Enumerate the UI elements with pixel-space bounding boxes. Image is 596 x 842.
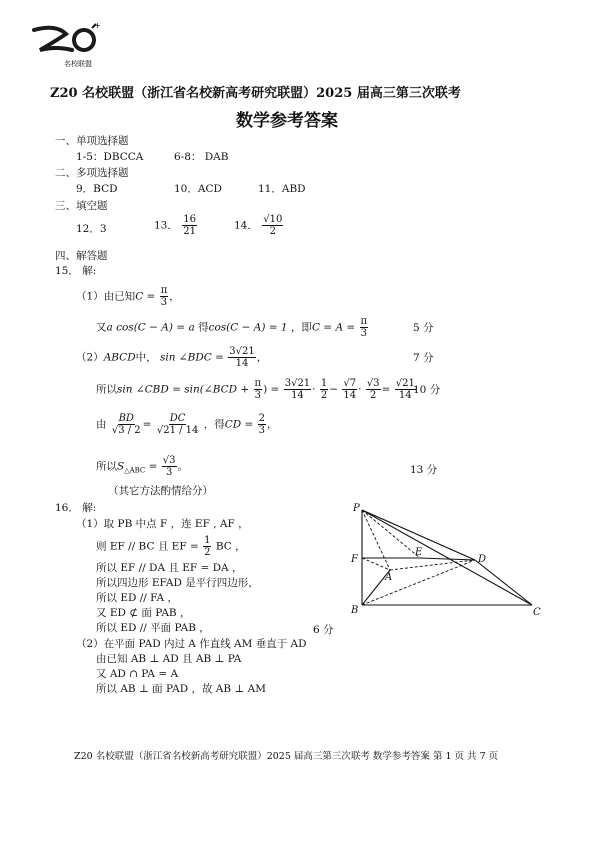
q16-line11: 所以 AB ⊥ 面 PAD ，故 AB ⊥ AM <box>96 683 266 695</box>
score-5: 5 分 <box>413 322 434 334</box>
label-A: A <box>385 572 393 583</box>
q16-line8: （2）在平面 PAD 内过 A 作直线 AM 垂直于 AD <box>76 638 307 650</box>
q15-part2-line2: 所以sin ∠CBD = sin(∠BCD + $\frac{\pi}{3}$ ) = $\frac{3√21}{14}$ · $\frac{1}{2}$ − $\frac{√7}{14}$ · $\frac{√3}{2}$ = $\frac{√21}{14}$ <box>96 378 415 401</box>
q16-line10: 又 AD ∩ PA = A <box>96 668 179 680</box>
q16-line1: （1）取 PB 中点 F ，连 EF , AF ， <box>76 518 249 530</box>
q15-part1-line2: 又a cos(C − A) = a 得cos(C − A) = 1 ，即C = A = $\frac{\pi}{3}$ <box>96 316 368 339</box>
score-10: 10 分 <box>413 384 441 396</box>
answer-9: 9．BCD <box>76 183 118 195</box>
score-13: 13 分 <box>410 464 438 476</box>
label-E: E <box>415 547 423 558</box>
q15-part2-line4: 所以$S_{\triangle ABC}$ = $\frac{√3}{3}$ 。 <box>96 455 189 478</box>
section-heading-3: 三、填空题 <box>55 200 108 212</box>
edge-FA <box>362 558 390 570</box>
answer-13: 13． $\frac{16}{21}$ <box>154 214 196 237</box>
edge-PA <box>362 510 390 570</box>
answer-12: 12．3 <box>76 223 107 235</box>
edge-PE <box>362 510 420 558</box>
answer-11: 11．ABD <box>258 183 306 195</box>
score-6: 6 分 <box>313 624 334 636</box>
q16-line3: 所以 EF // DA 且 EF = DA ， <box>96 562 243 574</box>
logo-caption: 名校联盟 <box>64 60 92 68</box>
q16-label: 16． 解: <box>55 502 97 514</box>
document-subtitle: 数学参考答案 <box>236 111 338 131</box>
q16-line6: 又 ED ⊄ 面 PAB ， <box>96 607 191 619</box>
answer-10: 10．ACD <box>174 183 222 195</box>
label-C: C <box>533 607 541 618</box>
q15-part2-line1: （2）ABCD中， sin ∠BDC = $\frac{3√21}{14}$ ， <box>76 346 268 369</box>
q16-line5: 所以 ED // FA ， <box>96 592 178 604</box>
answers-1-5: 1-5：DBCCA <box>76 151 144 163</box>
label-B: B <box>351 605 359 616</box>
edge-DC <box>475 560 532 605</box>
q15-part1-line1: （1）由已知C = $\frac{\pi}{3}$ ， <box>76 285 180 308</box>
section-heading-4: 四、解答题 <box>55 250 108 262</box>
answers-6-8: 6-8： DAB <box>174 151 229 163</box>
pyramid-figure <box>345 500 545 620</box>
label-F: F <box>351 554 358 565</box>
svg-text:+: + <box>94 21 101 30</box>
label-D: D <box>478 554 487 565</box>
q16-line4: 所以四边形 EFAD 是平行四边形， <box>96 577 259 589</box>
label-P: P <box>353 503 360 514</box>
section-heading-1: 一、单项选择题 <box>55 135 129 147</box>
answer-14: 14． $\frac{√10}{2}$ <box>234 214 283 237</box>
z20-logo <box>26 20 116 70</box>
q15-part2-line3: 由 $\frac{BD}{√3 / 2}$ = $\frac{DC}{√21 / 14}$ ，得CD = $\frac{2}{3}$ ， <box>96 413 278 436</box>
q15-note: （其它方法酌情给分） <box>108 485 213 497</box>
edge-BD <box>362 560 475 605</box>
page-footer: Z20 名校联盟（浙江省名校新高考研究联盟）2025 届高三第三次联考 数学参考答案 第 1 页 共 7 页 <box>74 751 499 762</box>
q16-line9: 由已知 AB ⊥ AD 且 AB ⊥ PA <box>96 653 242 665</box>
q15-label: 15． 解: <box>55 265 97 277</box>
q16-line2: 则 EF // BC 且 EF = $\frac{1}{2}$ BC ， <box>96 535 246 558</box>
exam-title: Z20 名校联盟（浙江省名校新高考研究联盟）2025 届高三第三次联考 <box>50 86 461 101</box>
section-heading-2: 二、多项选择题 <box>55 167 129 179</box>
q16-line7: 所以 ED // 平面 PAB ， <box>96 622 210 634</box>
score-7: 7 分 <box>413 352 434 364</box>
